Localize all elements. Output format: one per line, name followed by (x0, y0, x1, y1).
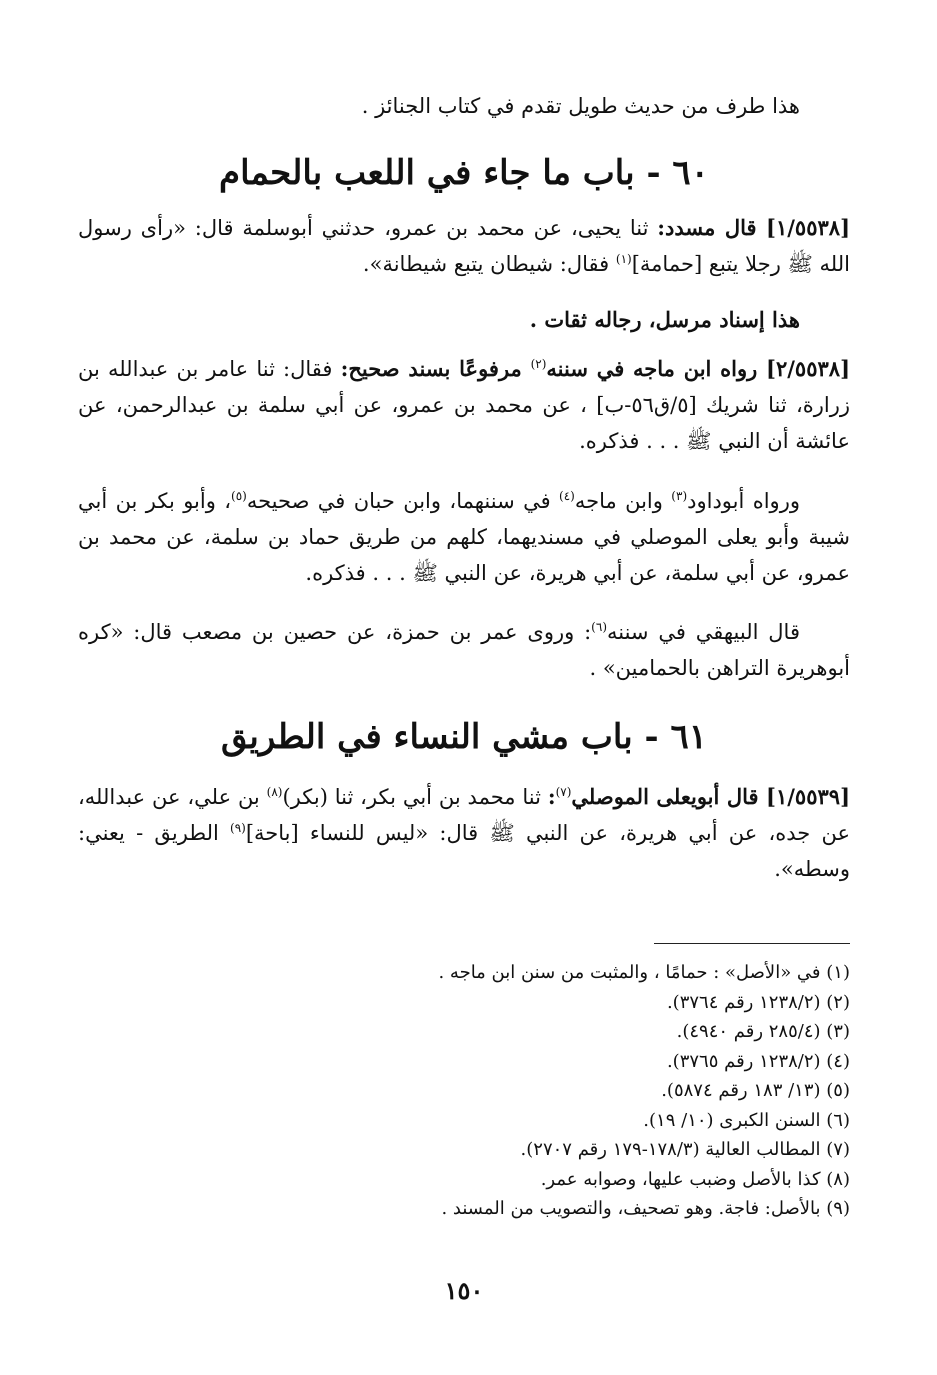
hadith-text: ثنا يحيى، عن محمد بن عمرو، حدثني أبوسلمة قال: «رأى رسول الله ﷺ رجلا يتبع [حمامة] (78, 216, 850, 276)
footnote-ref: (٩) (230, 821, 246, 835)
page (78, 0, 850, 1375)
footnote: (٩) بالأصل: فاجة. وهو تصحيف، والتصويب من المسند . (441, 1198, 850, 1219)
intro-line: هذا طرف من حديث طويل تقدم في كتاب الجنائز . (361, 94, 800, 118)
footnote: (٤) (١٢٣٨/٢ رقم ٣٧٦٥). (666, 1050, 850, 1072)
footnote-ref: (٣) (671, 489, 688, 503)
hadith-text: فقال: ثنا عامر بن عبدالله بن زرارة، ثنا شريك [٥/ق٥٦-ب] ، عن محمد بن عمرو، عن أبي سلمة بن عبدالرحمن، عن عائشة أن النبي ﷺ . . . فذكره. (78, 357, 851, 453)
hadith-ref: [١/٥٥٣٩] قال أبويعلى الموصلي (571, 784, 850, 809)
footnote-ref: (٥) (231, 489, 247, 503)
hadith-ref: [١/٥٥٣٨] قال مسدد: (657, 215, 850, 240)
hadith-5538-2-sources (78, 483, 850, 591)
footnote: (٨) كذا بالأصل وضبب عليها، وصوابه عمر. (540, 1168, 850, 1190)
footnote-ref: (١) (615, 252, 632, 266)
footnote-ref: (٧) (555, 785, 572, 799)
hadith-5539-1 (78, 779, 850, 887)
bayhaqi-note (78, 614, 850, 686)
footnote: (٣) (٢٨٥/٤ رقم ٤٩٤٠). (676, 1021, 850, 1042)
footnote-ref: (٢) (530, 357, 547, 371)
footnote: (١) في «الأصل» : حمامًا ، والمثبت من سنن ابن ماجه . (438, 962, 850, 983)
hadith-5538-1 (78, 210, 850, 282)
isnad-note: هذا إسناد مرسل، رجاله ثقات . (529, 307, 800, 332)
footnote: (٢) (١٢٣٨/٢ رقم ٣٧٦٤). (666, 991, 850, 1013)
text-span: وابن ماجه (574, 489, 672, 513)
footnote: (٥) (١٣/ ١٨٣ رقم ٥٨٧٤). (661, 1080, 850, 1101)
footnote-ref: (٦) (591, 620, 607, 634)
chapter-61-heading: ٦١ - باب مشي النساء في الطريق (221, 717, 707, 757)
hadith-5538-2 (78, 351, 850, 459)
footnote-ref: (٤) (559, 489, 575, 503)
text-span: الطريق - يعني: وسطه». (78, 821, 850, 881)
chapter-60-heading: ٦٠ - باب ما جاء في اللعب بالحمام (219, 153, 709, 193)
hadith-ref-tail: : (547, 784, 556, 809)
text-span: قال البيهقي في سننه (607, 620, 800, 644)
footnotes (78, 958, 850, 1224)
text-span: : وروى عمر بن حمزة، عن حصين بن مصعب قال: «كره أبوهريرة التراهن بالحمامين» . (78, 620, 850, 680)
text-span: ، وأبو بكر بن أبي شيبة وأبو يعلى الموصلي في مسنديهما، كلهم من طريق حماد بن سلمة، عن محمد بن عمرو، عن أبي سلمة، عن أبي هريرة، عن النبي ﷺ . . . فذكره. (78, 489, 850, 585)
hadith-ref: [٢/٥٥٣٨] رواه ابن ماجه في سننه (546, 356, 850, 381)
footnote-separator (654, 943, 850, 944)
hadith-ref-tail: مرفوعًا بسند صحيح: (340, 356, 531, 381)
footnote: (٦) السنن الكبرى (١٠/ ١٩). (643, 1109, 850, 1131)
page-number: ١٥٠ (444, 1276, 484, 1305)
text-span: ثنا محمد بن أبي بكر، ثنا (بكر) (282, 785, 548, 809)
hadith-text: فقال: شيطان يتبع شيطانة». (362, 252, 616, 276)
text-span: في سننهما، وابن حبان في صحيحه (246, 489, 559, 513)
text-span: ورواه أبوداود (687, 489, 800, 513)
footnote-ref: (٨) (266, 785, 283, 799)
text-span: بن علي، عن عبدالله، عن جده، عن أبي هريرة، عن النبي ﷺ قال: «ليس للنساء [باحة] (78, 785, 850, 845)
footnote: (٧) المطالب العالية (١٧٨/٣-١٧٩ رقم ٢٧٠٧). (520, 1139, 850, 1160)
